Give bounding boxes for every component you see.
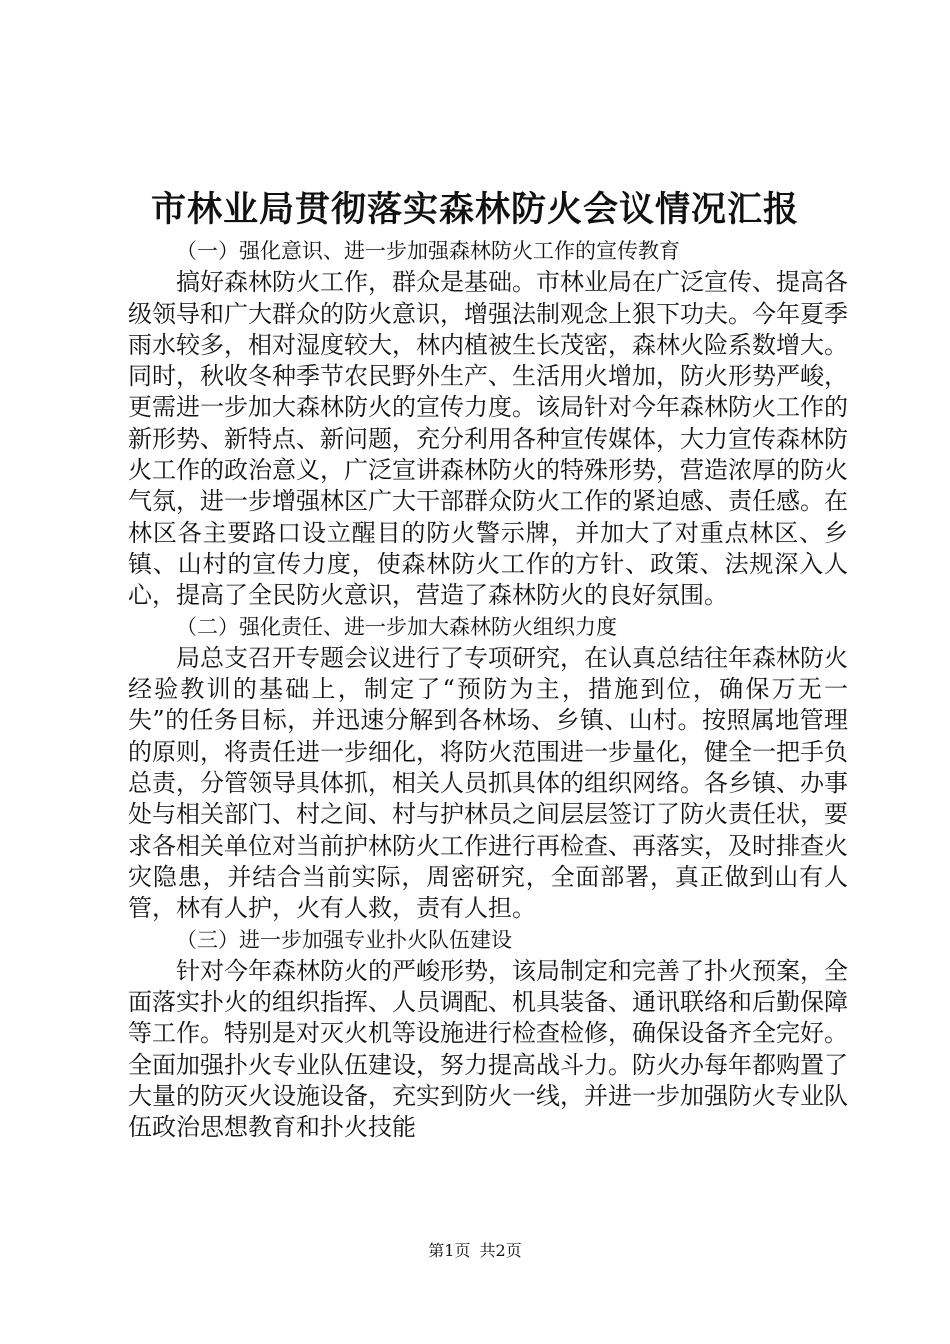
document-title: 市林业局贯彻落实森林防火会议情况汇报 bbox=[150, 189, 799, 230]
section-heading-1: （一）强化意识、进一步加强森林防火工作的宣传教育 bbox=[176, 239, 680, 263]
page-footer bbox=[0, 1240, 950, 1262]
section-heading-3: （三）进一步加强专业扑火队伍建设 bbox=[176, 927, 512, 952]
section-paragraph-1: 搞好森林防火工作，群众是基础。市林业局在广泛宣传、提高各级领导和广大群众的防火意识，增强法制观念上狠下功夫。今年夏季雨水较多，相对湿度较大，林内植被生长茂密，森林火险系数增大。同时，秋收冬种季节农民野外生产、生活用火增加，防火形势严峻，更需进一步加大森林防火的宣传力度。该局针对今年森林防火工作的新形势、新特点、新问题，充分利用各种宣传媒体，大力宣传森林防火工作的政治意义，广泛宣讲森林防火的特殊形势，营造浓厚的防火气氛，进一步增强林区广大干部群众防火工作的紧迫感、责任感。在林区各主要路口设立醒目的防火警示牌，并加大了对重点林区、乡镇、山村的宣传力度，使森林防火工作的方针、政策、法规深入人心，提高了全民防火意识，营造了森林防火的良好氛围。 bbox=[128, 268, 848, 610]
page-total: 共2页 bbox=[479, 1241, 522, 1260]
page-number: 第1页 bbox=[428, 1241, 471, 1260]
section-heading-2: （二）强化责任、进一步加大森林防火组织力度 bbox=[176, 614, 617, 639]
section-paragraph-2: 局总支召开专题会议进行了专项研究，在认真总结往年森林防火经验教训的基础上，制定了“预防为主，措施到位，确保万无一失”的任务目标，并迅速分解到各林场、乡镇、山村。按照属地管理的原则，将责任进一步细化，将防火范围进一步量化，健全一把手负总责，分管领导具体抓，相关人员抓具体的组织网络。各乡镇、办事处与相关部门、村之间、村与护林员之间层层签订了防火责任状，要求各相关单位对当前护林防火工作进行再检查、再落实，及时排查火灾隐患，并结合当前实际，周密研究，全面部署，真正做到山有人管，林有人护，火有人救，责有人担。 bbox=[128, 643, 848, 923]
section-paragraph-3: 针对今年森林防火的严峻形势，该局制定和完善了扑火预案，全面落实扑火的组织指挥、人员调配、机具装备、通讯联络和后勤保障等工作。特别是对灭火机等设施进行检查检修，确保设备齐全完好。全面加强扑火专业队伍建设，努力提高战斗力。防火办每年都购置了大量的防灭火设施设备，充实到防火一线，并进一步加强防火专业队伍政治思想教育和扑火技能 bbox=[128, 956, 848, 1142]
document-body bbox=[128, 236, 848, 1144]
